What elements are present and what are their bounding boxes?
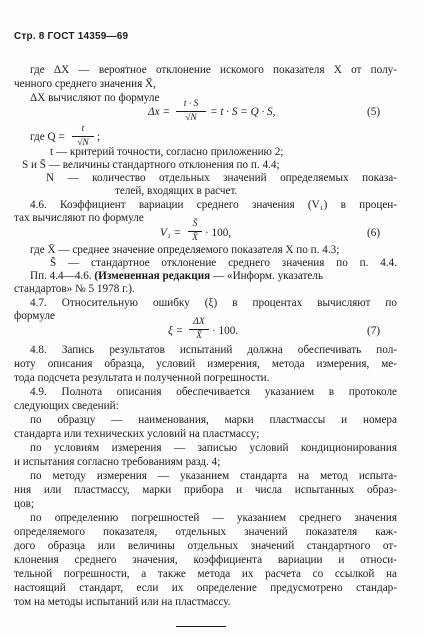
text-line: S̄ — стандартное отклонение среднего значения по п. 4.4. [50, 257, 397, 269]
fraction-bar [176, 111, 206, 112]
formula-5-right: = t · S = Q · S, [210, 106, 276, 118]
formula-7-denominator: X̄ [196, 331, 202, 341]
formula-5-number: (5) [367, 106, 381, 118]
closing-rule [176, 626, 226, 627]
amendment-note [30, 270, 323, 283]
text-line: t — критерий точности, согласно приложению 2; [50, 146, 284, 158]
q-label: где Q = [30, 131, 65, 143]
formula-7-numerator: ΔX [193, 317, 205, 327]
text-line: тода подсчета результата и полученной погрешности. [14, 372, 270, 384]
text-line: том на методы испытаний или на пластмассу. [14, 596, 231, 608]
text-line: N — количество отдельных значений определяемых показа- [46, 172, 397, 184]
text-line: телей, входящих в расчет. [115, 185, 238, 197]
formula-6-number: (6) [367, 227, 381, 239]
text-line: и испытания согласно требованиям разд. 4; [14, 456, 221, 468]
text-line: тельной погрешности, а также метода их расчета со ссылкой на [14, 568, 397, 580]
text-line: 4.6. Коэффициент вариации среднего значения (V₁) в процен- [30, 199, 397, 211]
text-line: по методу измерения — указанием стандарта на метод испыта- [30, 470, 397, 482]
text-line: по определению погрешностей — указанием среднего значения [30, 512, 397, 524]
text-line: ΔX вычисляют по формуле [30, 92, 160, 104]
text-line: настоящий стандарт, если их определение предусмотрено стандар- [14, 582, 397, 594]
text-line: где X̄ — среднее значение определяемого показателя X по п. 4.3; [30, 244, 340, 256]
q-end: ; [97, 131, 101, 143]
formula-6-right: · 100, [205, 227, 232, 239]
amendment-bold: (Измененная редакция [94, 270, 211, 282]
text-line: стандартов» № 5 1978 г.). [14, 283, 135, 295]
text-line: следующих сведений: [14, 400, 119, 412]
amendment-source: — «Информ. указатель [210, 270, 324, 282]
formula-6-numerator: S̄ [192, 219, 198, 229]
fraction-bar [188, 231, 202, 232]
fraction-bar [72, 136, 94, 137]
formula-5-denominator: √N [185, 113, 197, 123]
text-line: дого образца или величины отдельных значений стандартного от- [14, 540, 397, 552]
text-line: тах вычисляют по формуле [14, 212, 144, 224]
q-denominator: √N [77, 138, 89, 148]
formula-7-left: ξ = [168, 325, 184, 337]
formula-6-left: V₁ = [160, 227, 182, 239]
formula-7-right: · 100. [212, 325, 239, 337]
text-line: клонения среднего значения, коэффициента вариации и относи- [14, 554, 397, 566]
text-line: 4.7. Относительную ошибку (ξ) в процентах вычисляют по [30, 297, 397, 309]
text-line: 4.8. Запись результатов испытаний должна обеспечивать пол- [30, 344, 397, 356]
fraction-bar [189, 329, 209, 330]
formula-5-left: Δx = [148, 106, 170, 118]
text-line: где ΔX — вероятное отклонение искомого показателя X от полу- [30, 64, 397, 76]
text-line: 4.9. Полнота описания обеспечивается указанием в протоколе [30, 386, 397, 398]
q-numerator: t [81, 124, 85, 134]
text-line: ченного среднего значения X̄, [14, 78, 156, 90]
text-line: по условиям измерения — записью условий кондиционирования [30, 442, 397, 454]
text-line: ния или пластмассу, марки прибора и числа испытанных образ- [14, 484, 397, 496]
text-line: S и S̄ — величины стандартного отклонения по п. 4.4; [22, 159, 280, 171]
formula-5-numerator: t · S [183, 99, 199, 109]
text-line: по образцу — наименования, марки пластмассы и номера [30, 414, 397, 426]
text-line: определяемого показателя, отдельных значений показателя каж- [14, 526, 397, 538]
text-line: стандарта или технических условий на пластмассу; [14, 428, 260, 440]
text-line: цов; [14, 498, 34, 510]
page-header: Стр. 8 ГОСТ 14359—69 [14, 31, 129, 42]
formula-6-denominator: X̄ [192, 233, 198, 243]
amendment-ref: Пп. 4.4—4.6. [30, 270, 95, 282]
text-line: формуле [14, 310, 55, 322]
formula-7-number: (7) [367, 325, 381, 337]
text-line: ноту описания образца, условий измерения, метода измерения, ме- [14, 358, 397, 370]
